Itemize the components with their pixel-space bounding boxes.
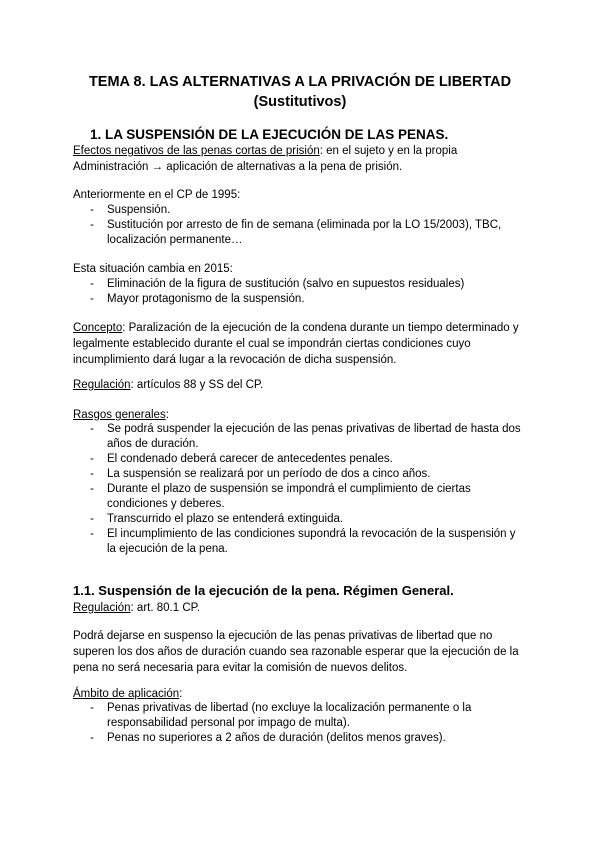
regulacion-1-1-label: Regulación (73, 602, 131, 614)
list-item: - Penas no superiores a 2 años de duración (delitos menos graves). (0, 731, 527, 746)
list-item: - Penas privativas de libertad (no excluye la localización permanente o la responsabilidad personal por impago de multa). (0, 701, 527, 731)
cambia-text: Esta situación cambia en 2015: (73, 263, 233, 275)
page-title (0, 72, 600, 112)
ambito-suffix: : (179, 688, 183, 700)
list-item: - Transcurrido el plazo se entenderá extinguida. (0, 512, 527, 527)
list-item: - El incumplimiento de las condiciones supondrá la revocación de la suspensión y la ejecución de la pena. (0, 527, 527, 557)
regulacion-paragraph (73, 377, 533, 393)
regulacion-text: : artículos 88 y SS del CP. (130, 379, 264, 391)
section-1-1-heading: 1.1. Suspensión de la ejecución de la pena. Régimen General. (73, 583, 454, 598)
concepto-paragraph (73, 320, 533, 368)
efectos-label: Efectos negativos de las penas cortas de prisión (73, 145, 320, 157)
title-line-1: TEMA 8. LAS ALTERNATIVAS A LA PRIVACIÓN DE LIBERTAD (88, 74, 512, 90)
rasgos-list (0, 422, 527, 557)
list-item: - Se podrá suspender la ejecución de las penas privativas de libertad de hasta dos años de duración. (0, 422, 527, 452)
cambia-list (0, 277, 527, 307)
section-1-heading: 1. LA SUSPENSIÓN DE LA EJECUCIÓN DE LAS PENAS. (90, 127, 449, 142)
efectos-paragraph (73, 143, 533, 175)
list-item: - Sustitución por arresto de fin de semana (eliminada por la LO 15/2003), TBC, localización permanente… (0, 218, 527, 248)
ambito-list (0, 701, 527, 746)
ambito-heading (73, 686, 533, 702)
regulacion-label: Regulación (73, 379, 131, 391)
list-item: - Eliminación de la figura de sustitución (salvo en supuestos residuales) (0, 277, 527, 292)
suspenso-paragraph: Podrá dejarse en suspenso la ejecución de las penas privativas de libertad que no superen los dos años de duración cuando sea razonable esperar que la ejecución de la pena no será necesaria para evitar la comisión de nuevos delitos. (73, 630, 519, 674)
regulacion-1-1-text: : art. 80.1 CP. (130, 602, 201, 614)
anteriormente-text: Anteriormente en el CP de 1995: (73, 189, 241, 201)
regulacion-1-1-paragraph (73, 600, 533, 616)
title-line-2: (Sustitutivos) (253, 94, 347, 110)
anteriormente-list (0, 203, 527, 248)
concepto-label: Concepto (73, 322, 123, 334)
list-item: - Mayor protagonismo de la suspensión. (0, 292, 527, 307)
rasgos-label: Rasgos generales (73, 409, 166, 421)
rasgos-suffix: : (165, 409, 169, 421)
concepto-text: : Paralización de la ejecución de la condena durante un tiempo determinado y legalmente establecido durante el cual se impondrán ciertas condiciones cuyo incumplimiento dará lugar a la revocación de dicha suspensión. (73, 322, 519, 366)
list-item: - La suspensión se realizará por un período de dos a cinco años. (0, 467, 527, 482)
list-item: - El condenado deberá carecer de antecedentes penales. (0, 452, 527, 467)
efectos-text: : en el sujeto y en la propia Administración → aplicación de alternativas a la pena de prisión. (73, 145, 458, 173)
list-item: - Suspensión. (0, 203, 527, 218)
list-item: - Durante el plazo de suspensión se impondrá el cumplimiento de ciertas condiciones y deberes. (0, 482, 527, 512)
rasgos-heading (73, 407, 533, 423)
ambito-label: Ámbito de aplicación (73, 688, 180, 700)
